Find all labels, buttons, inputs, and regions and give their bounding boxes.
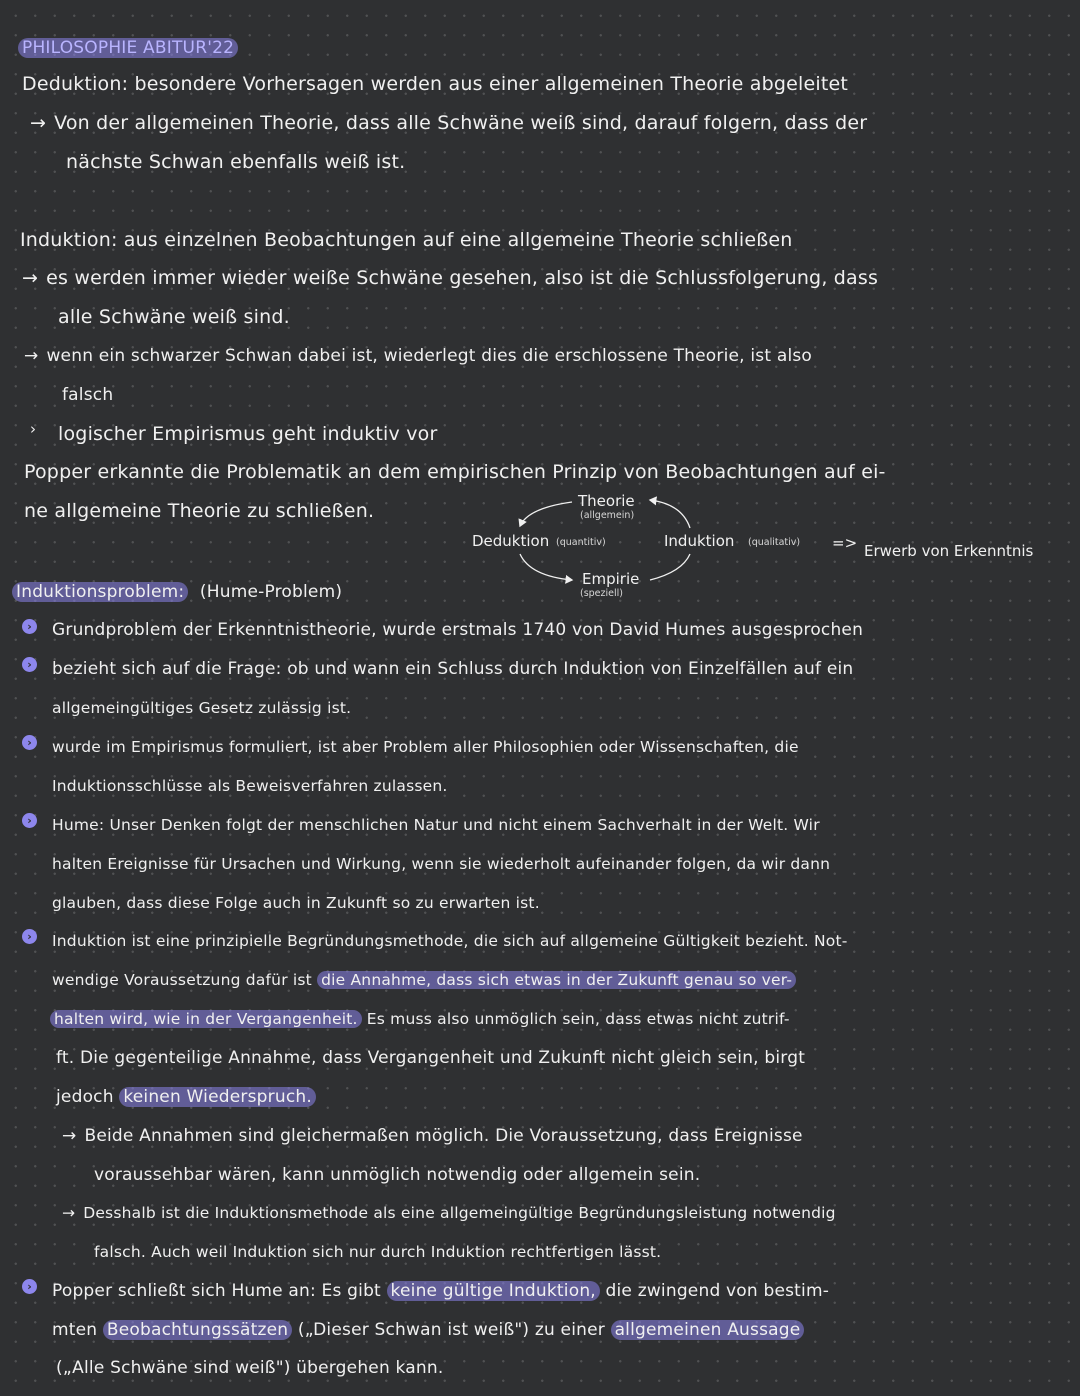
highlight-assumption-cont: halten wird, wie in der Vergangenheit.: [50, 1010, 362, 1028]
arrow-right-icon: →: [30, 112, 47, 134]
problem-bullet-5-cont4: [56, 1085, 316, 1109]
arrow-right-icon: →: [24, 346, 39, 366]
diagram-deduktion: Deduktion: [472, 532, 550, 550]
bullet-chevron-icon: ›: [22, 657, 37, 672]
problem-bullet-3-cont: Induktionsschlüsse als Beweisverfahren zulassen.: [52, 777, 448, 795]
deduktion-definition: Deduktion: besondere Vorhersagen werden aus einer allgemeinen Theorie abgeleitet: [22, 73, 849, 95]
diagram-induktion-sub: (qualitativ): [748, 537, 801, 548]
sub-point-2: [62, 1201, 836, 1225]
problem-bullet-4-cont2: glauben, dass diese Folge auch in Zukunft so zu erwarten ist.: [52, 894, 540, 912]
problem-bullet-6-cont2: („Alle Schwäne sind weiß") übergehen kann.: [56, 1358, 444, 1378]
problem-bullet-1: Grundproblem der Erkenntnistheorie, wurde erstmals 1740 von David Humes ausgesprochen: [52, 620, 864, 640]
text-segment: mten: [52, 1320, 98, 1340]
diagram-empirie: Empirie: [582, 570, 640, 588]
problem-bullet-2-cont: allgemeingültiges Gesetz zulässig ist.: [52, 699, 352, 717]
sub-point-1-text: Beide Annahmen sind gleichermaßen möglich. Die Voraussetzung, dass Ereignisse: [84, 1126, 803, 1146]
logical-empiricism-note: logischer Empirismus geht induktiv vor: [58, 423, 438, 445]
arrow-theory-to-deduktion: [520, 502, 572, 526]
diagram-deduktion-sub: (quantitiv): [556, 537, 606, 548]
text-segment: („Dieser Schwan ist weiß") zu einer: [297, 1320, 605, 1340]
highlight-observation-sentences: Beobachtungssätzen: [103, 1320, 292, 1340]
bullet-chevron-icon: ›: [22, 735, 37, 750]
sub-point-1-cont: voraussehbar wären, kann unmöglich notwendig oder allgemein sein.: [94, 1165, 701, 1185]
arrow-right-icon: →: [22, 267, 39, 289]
induktion-counterexample: [24, 344, 812, 368]
arrow-right-icon: →: [62, 1204, 76, 1222]
deduction-induction-cycle-diagram: [468, 488, 1078, 606]
popper-note-cont: ne allgemeine Theorie zu schließen.: [24, 500, 375, 522]
bullet-chevron-icon: ›: [22, 1279, 37, 1294]
text-segment: Es muss also unmöglich sein, dass etwas nicht zutrif-: [366, 1010, 790, 1028]
text-segment: die zwingend von bestim-: [605, 1281, 830, 1301]
diagram-result-arrow: =>: [832, 534, 858, 552]
highlight-no-valid-induction: keine gültige Induktion,: [387, 1281, 600, 1301]
problem-bullet-4-cont1: halten Ereignisse für Ursachen und Wirkung, wenn sie wiederholt aufeinander folgen, da wir dann: [52, 855, 831, 873]
problem-bullet-2: bezieht sich auf die Frage: ob und wann ein Schluss durch Induktion von Einzelfällen auf ein: [52, 659, 854, 679]
induktion-example-cont: alle Schwäne weiß sind.: [58, 306, 290, 328]
deduktion-example-text: Von der allgemeinen Theorie, dass alle Schwäne weiß sind, darauf folgern, dass der: [54, 112, 868, 134]
bullet-chevron-icon: ›: [22, 813, 37, 828]
heading-highlight: Induktionsproblem:: [12, 582, 188, 602]
heading-suffix: (Hume-Problem): [199, 582, 343, 602]
arrow-induktion-to-theory: [650, 500, 690, 528]
problem-bullet-6: [52, 1279, 829, 1303]
diagram-result: Erwerb von Erkenntnis: [864, 542, 1034, 560]
problem-bullet-4: Hume: Unser Denken folgt der menschlichen Natur und nicht einem Sachverhalt in der Welt. Wir: [52, 816, 820, 834]
induktion-example: [22, 266, 878, 290]
induktion-definition: Induktion: aus einzelnen Beobachtungen auf eine allgemeine Theorie schließen: [20, 229, 793, 251]
arrow-right-icon: →: [62, 1126, 77, 1146]
highlight-no-contradiction: keinen Wiederspruch.: [119, 1087, 316, 1107]
sub-point-1: [62, 1124, 803, 1148]
bullet-chevron-icon: ›: [22, 619, 37, 634]
diagram-induktion: Induktion: [664, 532, 735, 550]
popper-note: Popper erkannte die Problematik an dem empirischen Prinzip von Beobachtungen auf ei-: [24, 461, 886, 483]
sub-point-2-text: Desshalb ist die Induktionsmethode als eine allgemeingültige Begründungsleistung notwendig: [83, 1204, 836, 1222]
title-highlight: PHILOSOPHIE ABITUR'22: [18, 38, 238, 58]
problem-bullet-5-cont2: [50, 1007, 790, 1031]
induktion-counterexample-text: wenn ein schwarzer Schwan dabei ist, wiederlegt dies die erschlossene Theorie, ist also: [46, 346, 813, 366]
chevron-right-icon: ›: [30, 420, 36, 438]
highlight-general-statement: allgemeinen Aussage: [611, 1320, 805, 1340]
problem-bullet-5-cont3: ft. Die gegenteilige Annahme, dass Vergangenheit und Zukunft nicht gleich sein, birgt: [56, 1048, 806, 1068]
induktion-counterexample-cont: falsch: [62, 385, 114, 405]
problem-bullet-5-cont1: [52, 968, 796, 992]
arrow-deduktion-to-empirie: [520, 554, 572, 580]
text-segment: jedoch: [56, 1087, 114, 1107]
diagram-empirie-sub: (speziell): [580, 588, 623, 599]
deduktion-example: [30, 111, 867, 135]
induktionsproblem-heading: [12, 580, 342, 604]
text-segment: Popper schließt sich Hume an: Es gibt: [52, 1281, 381, 1301]
diagram-theory: Theorie: [578, 492, 635, 510]
induktion-example-text: es werden immer wieder weiße Schwäne gesehen, also ist die Schlussfolgerung, dass: [46, 267, 879, 289]
page-title: [18, 36, 238, 60]
problem-bullet-3: wurde im Empirismus formuliert, ist aber Problem aller Philosophien oder Wissenschaften, die: [52, 738, 799, 756]
highlight-assumption: die Annahme, dass sich etwas in der Zukunft genau so ver-: [317, 971, 796, 989]
sub-point-2-cont: falsch. Auch weil Induktion sich nur durch Induktion rechtfertigen lässt.: [94, 1243, 662, 1261]
deduktion-example-cont: nächste Schwan ebenfalls weiß ist.: [66, 151, 406, 173]
diagram-theory-sub: (allgemein): [580, 510, 635, 521]
text-segment: wendige Voraussetzung dafür ist: [52, 971, 312, 989]
problem-bullet-5: Induktion ist eine prinzipielle Begründungsmethode, die sich auf allgemeine Gültigkeit bezieht. Not-: [52, 932, 848, 950]
bullet-chevron-icon: ›: [22, 929, 37, 944]
arrow-empirie-to-induktion: [650, 554, 690, 580]
problem-bullet-6-cont1: [52, 1318, 804, 1342]
